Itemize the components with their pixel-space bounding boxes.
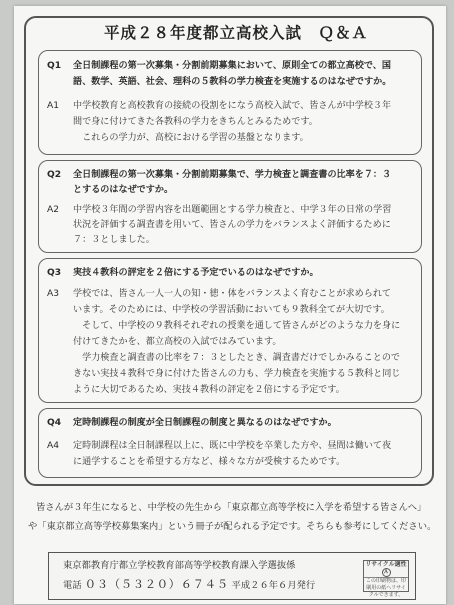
answer-line: 中学校３年間の学習内容を出題範囲とする学力検査と、中学３年の日常の学習 xyxy=(73,205,392,215)
answer-tag: A3 xyxy=(47,289,60,299)
answer-tag: A1 xyxy=(47,101,60,111)
phone-number: ０３（５３２０）６７４５ xyxy=(84,577,229,591)
answer-tag: A2 xyxy=(47,205,60,215)
answer-line: そして、中学校の９教科それぞれの授業を通して皆さんがどのような力を身に xyxy=(73,321,401,331)
qa-frame xyxy=(24,16,434,486)
question-line: 全日制課程の第一次募集・分割前期募集において、原則全ての都立高校で、国 xyxy=(73,61,391,71)
phone-label: 電話 xyxy=(63,580,82,591)
answer-line: 学校では、皆さん一人一人の知・徳・体をバランスよく育むことが求められて xyxy=(73,289,392,299)
qa-box-3 xyxy=(38,258,422,403)
recycle-grade-mark: Ａ xyxy=(383,569,389,575)
recycle-label xyxy=(363,560,409,598)
question-tag: Q1 xyxy=(47,61,62,71)
question-line: とするのはなぜですか。 xyxy=(73,185,174,195)
answer-tag: A4 xyxy=(47,441,60,451)
qa-box-1 xyxy=(38,50,422,155)
qa-box-4 xyxy=(38,408,422,478)
recycle-text: この印刷物は、印刷用の紙へリサイクルできます。 xyxy=(365,578,406,598)
question-tag: Q2 xyxy=(47,170,62,180)
question-tag: Q3 xyxy=(47,268,62,278)
answer-line: 状況を評価する調査書を用いて、皆さんの学力をバランスよく評価するために xyxy=(73,220,391,230)
leaflet-page xyxy=(14,6,446,604)
contact-footer xyxy=(48,552,416,600)
answer-line: 学力検査と調査書の比率を７：３としたとき、調査書だけでしかみることので xyxy=(73,353,401,363)
contact-phone xyxy=(63,577,315,593)
answer-line: 定時制課程は全日制課程以上に、既に中学校を卒業した方や、昼間は働いて夜 xyxy=(73,441,392,451)
answer-line: 中学校教育と高校教育の接続の役割をになう高校入試で、皆さんが中学校３年 xyxy=(73,101,392,111)
reference-note-line: 皆さんが３年生になると、中学校の先生から「東京都立高等学校に入学を希望する皆さんへ」 xyxy=(36,502,427,513)
recycle-head-text: リサイクル適性 xyxy=(365,561,407,568)
question-line: 実技４教科の評定を２倍にする予定でいるのはなぜですか。 xyxy=(73,268,319,278)
question-tag: Q4 xyxy=(47,418,62,428)
issuing-department: 東京都教育庁都立学校教育部高等学校教育課入学選抜係 xyxy=(63,560,296,571)
qa-box-2 xyxy=(38,160,422,253)
answer-line: 付けてきたかを、都立高校の入試ではみています。 xyxy=(73,337,282,347)
question-line: 語、数学、英語、社会、理科の５教科の学力検査を実施するのはなぜですか。 xyxy=(73,77,392,87)
answer-line: います。そのためには、中学校の学習活動においても９教科全てが大切です。 xyxy=(73,305,390,315)
answer-line: ように大切であるため、実技４教科の評定を２倍にする予定です。 xyxy=(73,385,345,395)
question-line: 全日制課程の第一次募集・分割前期募集で、学力検査と調査書の比率を７：３ xyxy=(73,170,392,180)
answer-line: に通学することを希望する方など、様々な方が受検するためです。 xyxy=(73,457,346,467)
answer-line: きない実技４教科で身に付けた皆さんの力も、学力検査を実施する５教科と同じ xyxy=(73,369,401,379)
recycle-head xyxy=(364,561,408,578)
answer-line: ７：３としました。 xyxy=(73,235,155,245)
answer-line: これらの学力が、高校における学習の基盤となります。 xyxy=(73,133,309,143)
answer-line: 間で身に付けてきた各教科の学力をきちんとみるためです。 xyxy=(73,117,318,127)
page-title: 平成２８年度都立高校入試 Ｑ＆Ａ xyxy=(103,24,368,42)
issue-date: 平成２６年６月発行 xyxy=(231,580,316,591)
question-line: 定時制課程の制度が全日制課程の制度と異なるのはなぜですか。 xyxy=(73,418,337,428)
reference-note-line: や「東京都立高等学校募集案内」という冊子が配られる予定です。そちらも参考にしてください。 xyxy=(28,521,437,532)
